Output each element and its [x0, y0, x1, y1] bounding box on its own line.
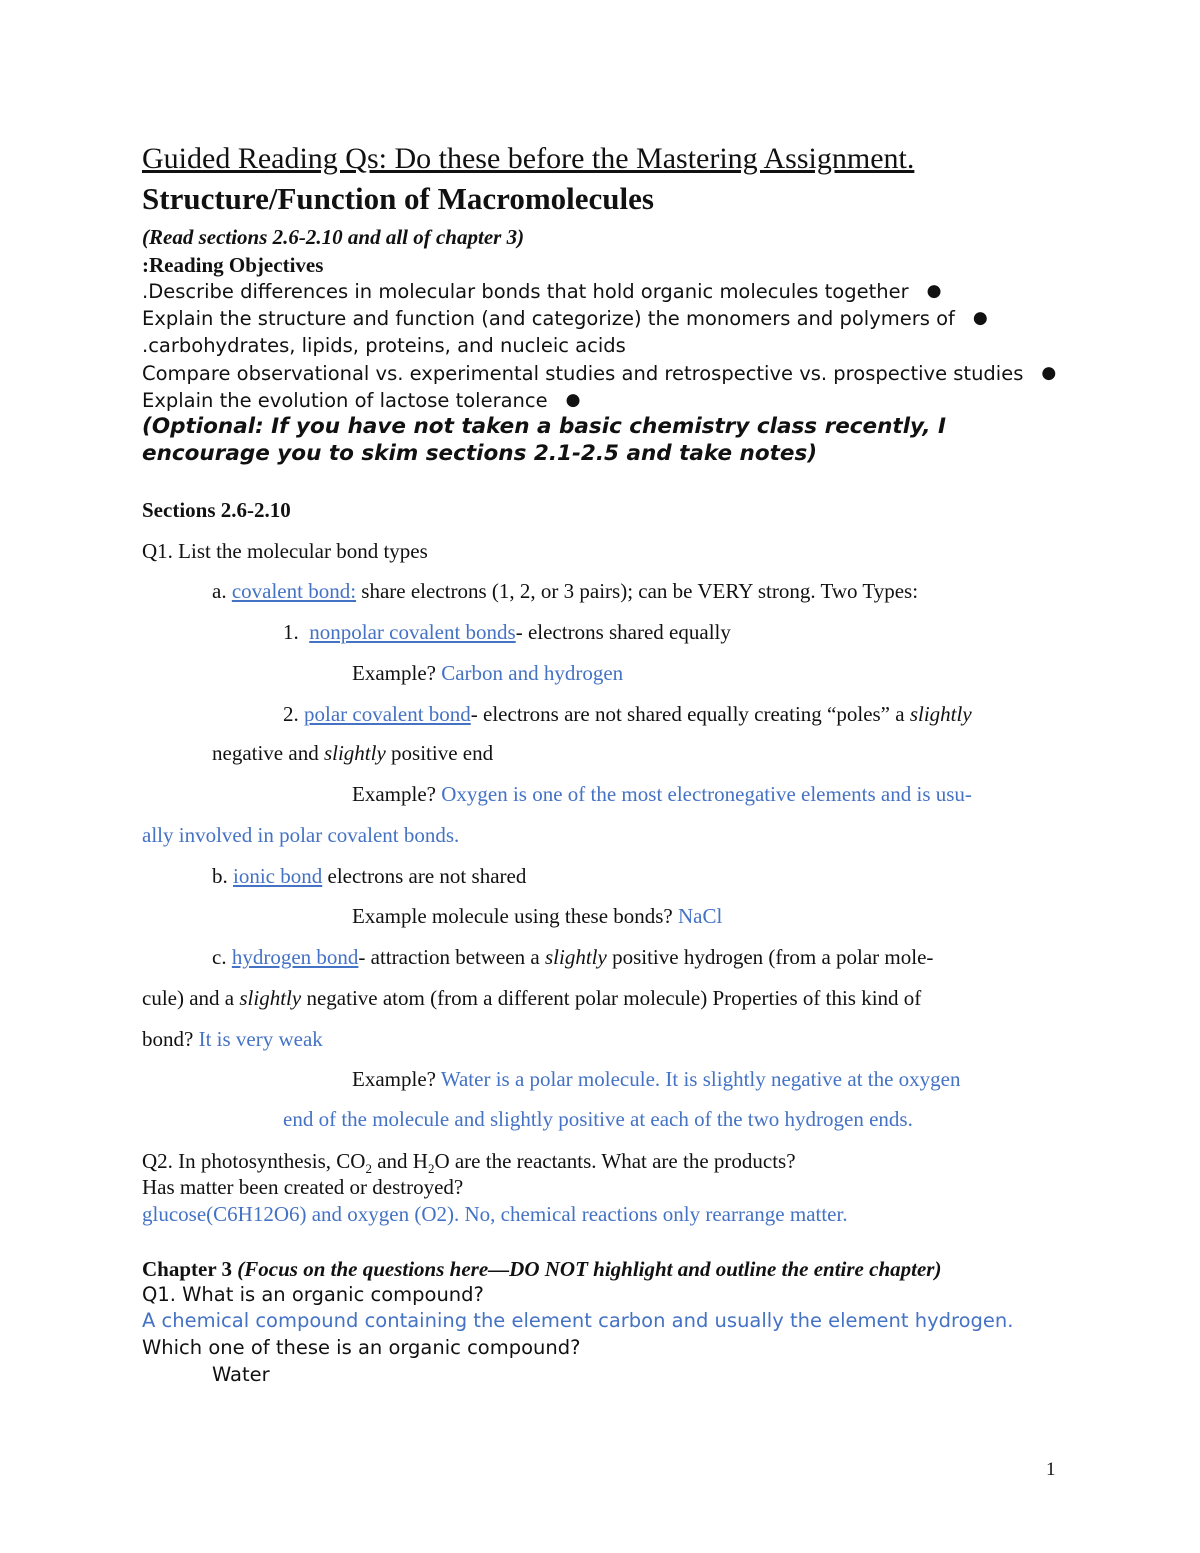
question-q1: Q1. List the molecular bond types	[142, 539, 428, 563]
bond-desc: positive end	[385, 741, 494, 765]
objective-text: Explain the evolution of lactose tolerance	[142, 389, 548, 412]
example-line	[352, 661, 623, 685]
emphasis-text: slightly	[239, 986, 302, 1010]
section-heading: Sections 2.6-2.10	[142, 498, 291, 522]
read-sections-note: (Read sections 2.6-2.10 and all of chapter 3)	[142, 225, 525, 249]
subscript: 2	[427, 1161, 435, 1177]
example-label: Example?	[352, 1067, 436, 1091]
ionic-bond-link[interactable]: ionic bond	[233, 864, 323, 888]
emphasis-text: slightly	[323, 741, 386, 765]
example-label: Example?	[352, 782, 436, 806]
bullet-icon: ●	[565, 390, 581, 410]
bond-desc: negative and	[212, 741, 324, 765]
question-q2-followup: Has matter been created or destroyed?	[142, 1175, 464, 1199]
answer-text: Oxygen is one of the most electronegative elements and is usu-	[441, 782, 972, 806]
chapter-note: (Focus on the questions here—DO NOT highlight and outline the entire chapter)	[237, 1257, 942, 1281]
list-marker: c.	[212, 945, 227, 969]
objectives-heading: :Reading Objectives	[142, 253, 324, 277]
bond-type-a	[212, 579, 918, 603]
objective-item	[142, 335, 626, 357]
bond-desc: electrons are not shared	[322, 864, 527, 888]
bond-desc-continued	[142, 986, 921, 1010]
chapter-heading	[142, 1257, 941, 1281]
guide-title: Guided Reading Qs: Do these before the Mastering Assignment.	[142, 142, 915, 175]
objective-text: .carbohydrates, lipids, proteins, and nucleic acids	[142, 334, 626, 357]
nonpolar-covalent-link[interactable]: nonpolar covalent bonds	[309, 620, 516, 644]
question-q2	[142, 1149, 796, 1177]
list-marker: 1.	[283, 620, 299, 644]
objective-item	[142, 363, 1056, 385]
option-item: Water	[212, 1363, 270, 1386]
answer-text: It is very weak	[198, 1027, 323, 1051]
page-number: 1	[1046, 1459, 1056, 1480]
question-text: and H	[371, 1149, 428, 1173]
optional-note-line: (Optional: If you have not taken a basic chemistry class recently, I	[142, 414, 947, 439]
bond-subtype-1	[283, 620, 731, 644]
bond-desc: cule) and a	[142, 986, 240, 1010]
chapter-title: Chapter 3	[142, 1257, 233, 1281]
bond-desc: - attraction between a	[358, 945, 545, 969]
list-marker: 2.	[283, 702, 299, 726]
bullet-icon: ●	[926, 281, 942, 301]
bullet-icon: ●	[972, 308, 988, 328]
answer-text: A chemical compound containing the element carbon and usually the element hydrogen.	[142, 1309, 1014, 1332]
bond-desc: bond?	[142, 1027, 194, 1051]
polar-covalent-link[interactable]: polar covalent bond	[304, 702, 471, 726]
answer-text: end of the molecule and slightly positive at each of the two hydrogen ends.	[283, 1107, 913, 1131]
question-text: Q2. In photosynthesis, CO	[142, 1149, 366, 1173]
list-marker: b.	[212, 864, 228, 888]
objective-text: Compare observational vs. experimental studies and retrospective vs. prospective studies	[142, 362, 1024, 385]
objective-text: .Describe differences in molecular bonds that hold organic molecules together	[142, 280, 909, 303]
question-followup: Which one of these is an organic compound?	[142, 1336, 581, 1359]
bond-desc: - electrons shared equally	[515, 620, 731, 644]
bond-desc: positive hydrogen (from a polar mole-	[606, 945, 934, 969]
example-label: Example?	[352, 661, 436, 685]
example-line	[352, 1067, 961, 1091]
example-line	[352, 904, 722, 928]
answer-text: ally involved in polar covalent bonds.	[142, 823, 460, 847]
question-q1-ch3: Q1. What is an organic compound?	[142, 1283, 484, 1306]
answer-text: Carbon and hydrogen	[441, 661, 624, 685]
emphasis-text: slightly	[544, 945, 607, 969]
objective-text: Explain the structure and function (and categorize) the monomers and polymers of	[142, 307, 955, 330]
bond-type-c	[212, 945, 933, 969]
bond-desc: - electrons are not shared equally creating “poles” a	[470, 702, 910, 726]
emphasis-text: slightly	[909, 702, 972, 726]
answer-text: NaCl	[678, 904, 723, 928]
bond-desc: share electrons (1, 2, or 3 pairs); can be VERY strong. Two Types:	[356, 579, 919, 603]
list-marker: a.	[212, 579, 227, 603]
page-title: Structure/Function of Macromolecules	[142, 181, 654, 216]
answer-text: Water is a polar molecule. It is slightly negative at the oxygen	[440, 1067, 961, 1091]
optional-note-line: encourage you to skim sections 2.1-2.5 and take notes)	[142, 441, 818, 466]
bond-desc-continued	[212, 741, 493, 765]
subscript: 2	[365, 1161, 372, 1177]
objective-item	[142, 308, 988, 330]
bond-subtype-2	[283, 702, 972, 726]
answer-text: glucose(C6H12O6) and oxygen (O2). No, chemical reactions only rearrange matter.	[142, 1202, 848, 1226]
objective-item	[142, 390, 580, 412]
hydrogen-bond-link[interactable]: hydrogen bond	[231, 945, 359, 969]
example-line	[352, 782, 972, 806]
bond-properties-line	[142, 1027, 323, 1051]
covalent-bond-link[interactable]: covalent bond:	[231, 579, 357, 603]
example-label: Example molecule using these bonds?	[352, 904, 673, 928]
objective-item	[142, 281, 941, 303]
bullet-icon: ●	[1041, 363, 1057, 383]
bond-type-b	[212, 864, 526, 888]
bond-desc: negative atom (from a different polar molecule) Properties of this kind of	[301, 986, 922, 1010]
question-text: O are the reactants. What are the products?	[434, 1149, 796, 1173]
